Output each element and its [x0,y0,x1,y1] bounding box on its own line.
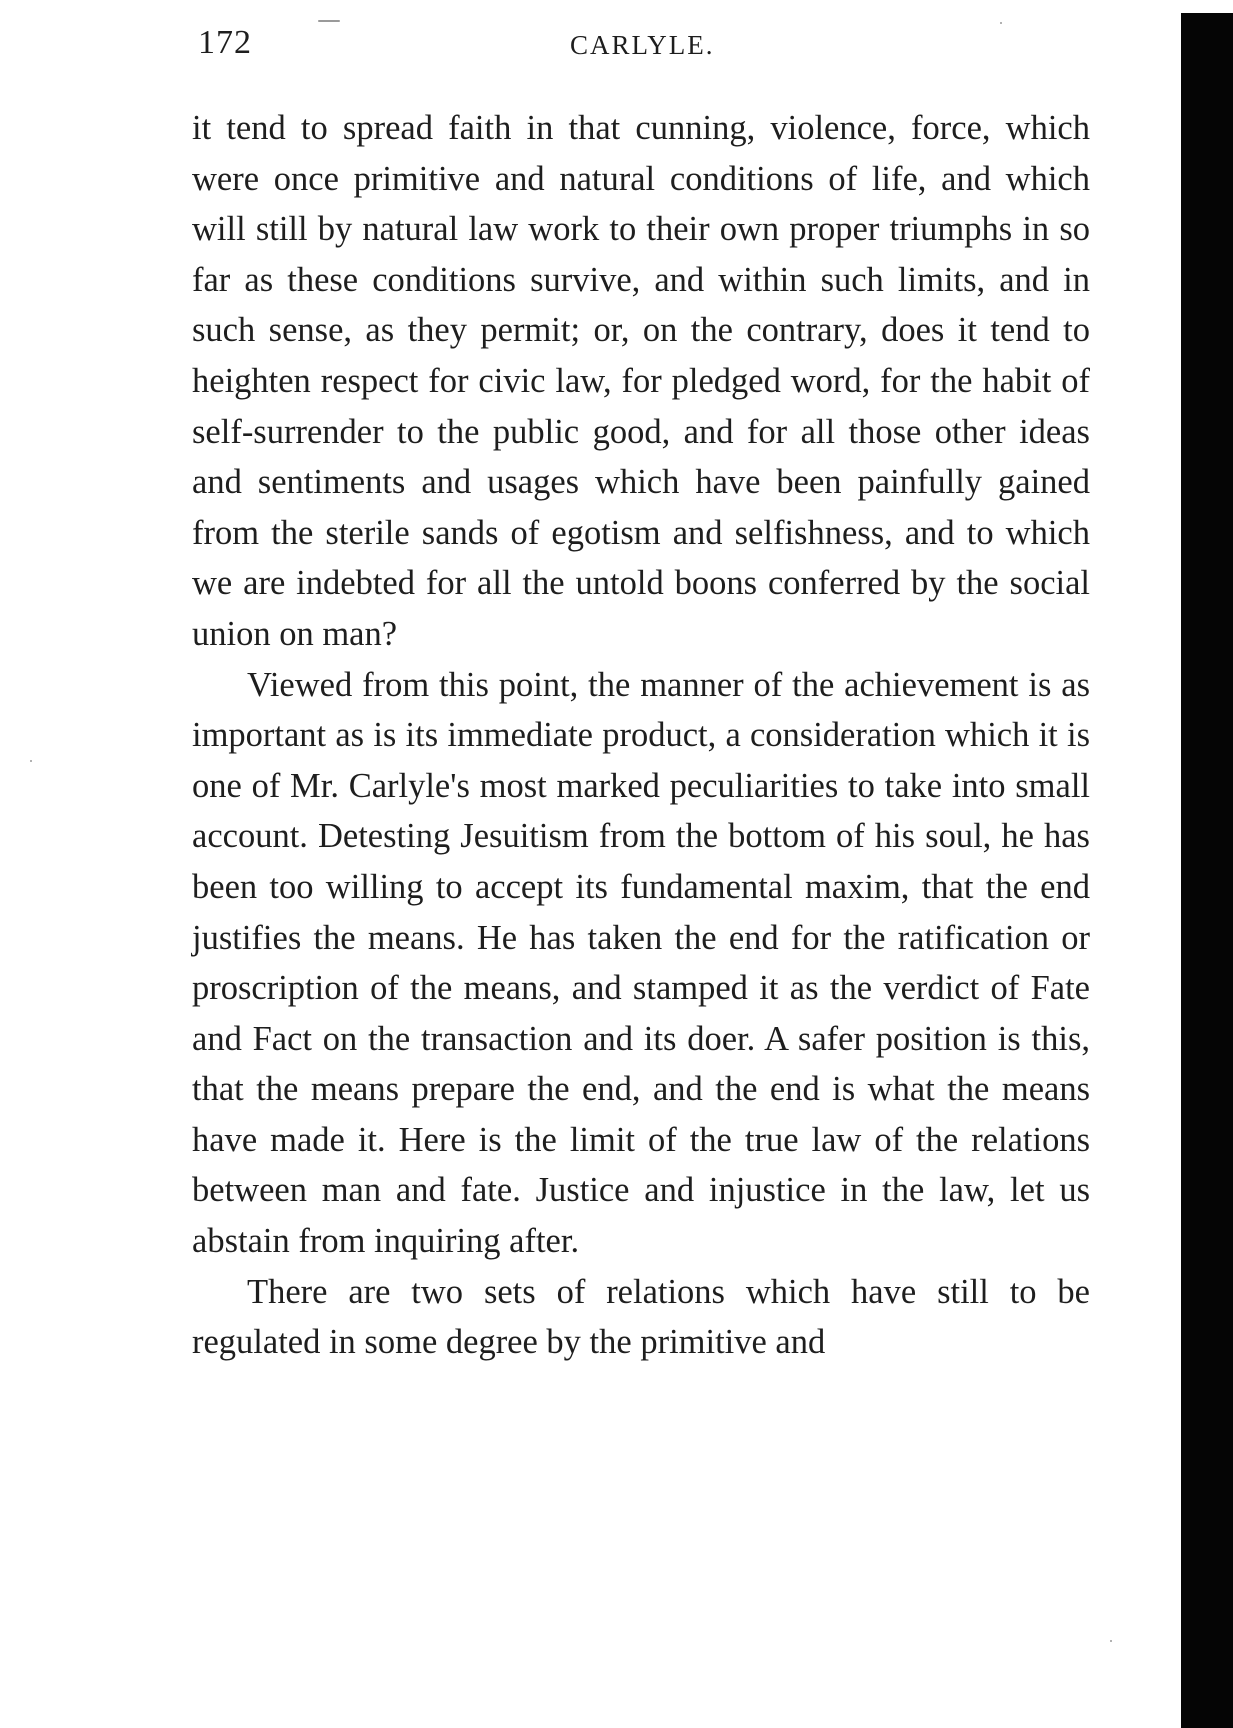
paragraph-2: Viewed from this point, the manner of the achievement is as important as is its immediate product, a consideration which it is one of Mr. Carlyle's most marked peculiarities to take into small account. Detesting Jesuitism from the bottom of his soul, he has been too willing to accept its fundamental maxim, that the end justifies the means. He has taken the end for the ratification or proscription of the means, and stamped it as the verdict of Fate and Fact on the transaction and its doer. A safer position is this, that the means prepare the end, and the end is what the means have made it. Here is the limit of the true law of the relations between man and fate. Justice and injustice in the law, let us abstain from inquiring after. [192,665,1090,1261]
scan-speck [1110,1640,1112,1642]
scan-speck [30,760,32,762]
scan-speck [1000,22,1002,24]
page-body [192,103,1090,1368]
paragraph-3: There are two sets of relations which have still to be regulated in some degree by the primitive and [192,1272,1090,1362]
scan-speck [318,20,340,22]
running-title: CARLYLE. [570,30,715,60]
paragraph-1: it tend to spread faith in that cunning, violence, force, which were once primitive and natural conditions of life, and which will still by natural law work to their own proper triumphs in so far as these conditions survive, and within such limits, and in such sense, as they permit; or, on the contrary, does it tend to heighten respect for civic law, for pledged word, for the habit of self-surrender to the public good, and for all those other ideas and sentiments and usages which have been painfully gained from the sterile sands of egotism and selfishness, and to which we are indebted for all the untold boons conferred by the social union on man? [192,109,1090,653]
scan-dark-edge [1181,13,1233,1728]
page-number: 172 [198,24,252,61]
